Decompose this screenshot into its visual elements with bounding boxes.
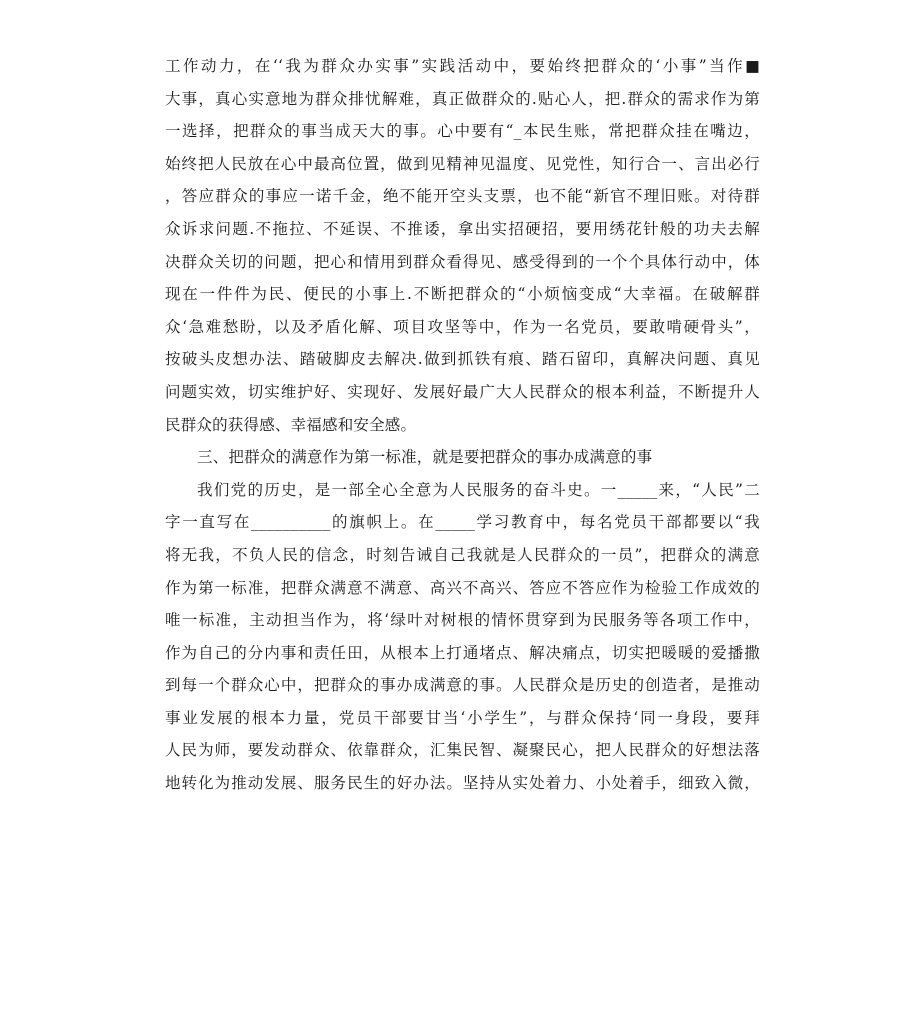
text-line: ，答应群众的事应一诺千金，绝不能开空头支票，也不能“新官不理旧账。对待群 [165,187,760,206]
text-line: 将无我，不负人民的信念，时刻告诫自己我就是人民群众的一员”，把群众的满意 [165,545,760,564]
text-line: 作为第一标准，把群众满意不满意、高兴不高兴、答应不答应作为检验工作成效的 [165,578,760,597]
paragraph-first-line: 我们党的历史，是一部全心全意为人民服务的奋斗史。一_____来，“人民”二 [197,480,760,499]
text-line: 作为自己的分内事和责任田，从根本上打通堵点、解决痛点，切实把暖暖的爱播撒 [165,643,760,662]
text-line: 决群众关切的问题，把心和情用到群众看得见、感受得到的一个个具体行动中，体 [165,252,760,271]
paragraph-end-line: 民群众的获得感、幸福感和安全感。 [165,415,417,434]
text-line: 一选择，把群众的事当成天大的事。心中要有“_本民生账，常把群众挂在嘴边， [165,122,760,141]
text-line: 事业发展的根本力量，党员干部要甘当‘小学生”，与群众保持‘同一身段，要拜 [165,708,760,727]
section-heading: 三、把群众的满意作为第一标准，就是要把群众的事办成满意的事 [197,448,653,467]
text-line: 人民为师，要发动群众、依靠群众，汇集民智、凝聚民心，把人民群众的好想法落 [165,741,760,760]
text-line: 工作动力，在‘‘我为群众办实事”实践活动中，要始终把群众的‘小事”当作■ [165,57,760,75]
text-line: 到每一个群众心中，把群众的事办成满意的事。人民群众是历史的创造者，是推动 [165,676,760,695]
text-line: 地转化为推动发展、服务民生的好办法。坚持从实处着力、小处着手，细致入微， [165,774,760,793]
text-line: 众‘急难愁盼，以及矛盾化解、项目攻坚等中，作为一名党员，要敢啃硬骨头”， [165,317,760,336]
text-line: 大事，真心实意地为群众排忧解难，真正做群众的.贴心人，把.群众的需求作为第 [165,89,760,108]
document-body [165,50,760,800]
text-line: 现在一件件为民、便民的小事上.不断把群众的“小烦恼变成“大幸福。在破解群 [165,285,760,304]
text-line: 问题实效，切实维护好、实现好、发展好最广大人民群众的根本利益，不断提升人 [165,382,760,401]
text-line: 唯一标准，主动担当作为，将‘绿叶对树根的情怀贯穿到为民服务等各项工作中， [165,611,760,630]
text-line: 众诉求问题.不拖拉、不延误、不推诿，拿出实招硬招，要用绣花针般的功夫去解 [165,219,760,238]
text-line: 按破头皮想办法、踏破脚皮去解决.做到抓铁有痕、踏石留印，真解决问题、真见 [165,350,760,369]
text-line: 字一直写在__________的旗帜上。在_____学习教育中，每名党员干部都要以“我 [165,513,760,532]
text-line: 始终把人民放在心中最高位置，做到见精神见温度、见党性，知行合一、言出必行 [165,154,760,173]
